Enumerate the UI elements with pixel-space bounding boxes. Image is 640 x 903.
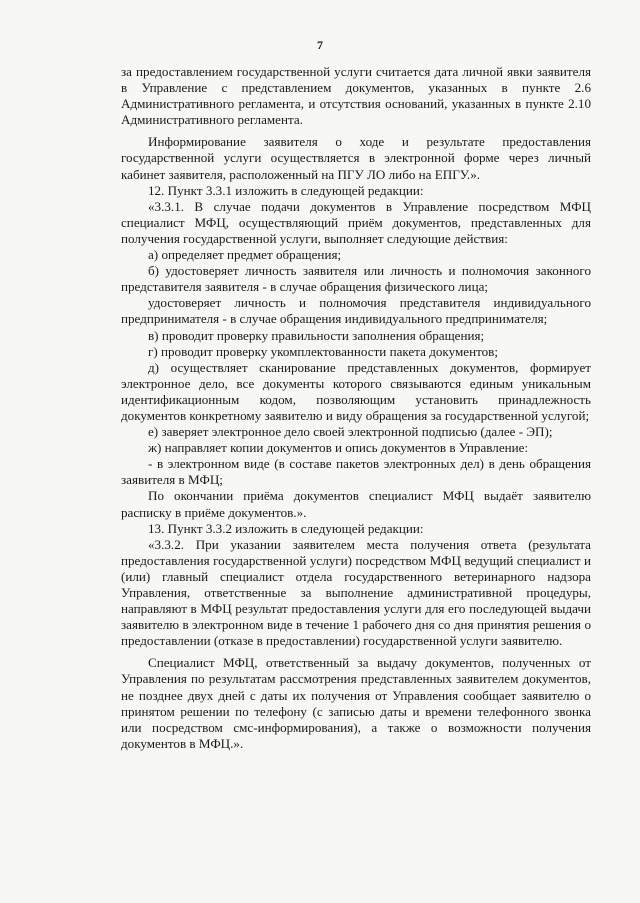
paragraph-informing: Информирование заявителя о ходе и результате предоставления государственной услуги осуществляется в электронной форме через личный кабинет заявителя, расположенный на ПГУ ЛО либо на ЕПГУ.». xyxy=(121,134,591,182)
paragraph-item-13: 13. Пункт 3.3.2 изложить в следующей редакции: xyxy=(148,520,424,536)
paragraph-mfc-specialist: Специалист МФЦ, ответственный за выдачу документов, полученных от Управления по результатам рассмотрения представленных заявителем документов, не позднее двух дней с даты их получения от Управления сообщает заявителю о принятом решении по телефону (с записью даты и времени телефонного звонка или посредством смс-информирования), а также о возможности получения документов в МФЦ.». xyxy=(121,655,591,751)
paragraph-item-12: 12. Пункт 3.3.1 изложить в следующей редакции: xyxy=(148,182,424,198)
paragraph-list-zh: ж) направляет копии документов и опись документов в Управление: xyxy=(148,440,529,456)
paragraph-receipt: По окончании приёма документов специалист МФЦ выдаёт заявителю расписку в приёме документов.». xyxy=(121,488,591,520)
paragraph-list-b: б) удостоверяет личность заявителя или личность и полномочия законного представителя заявителя - в случае обращения физического лица; xyxy=(121,263,591,295)
paragraph-3-3-2: «3.3.2. При указании заявителем места получения ответа (результата предоставления государственной услуги) посредством МФЦ ведущий специалист и (или) главный специалист отдела государственного ветеринарного надзора Управления, ответственные за выполнение административной процедуры, направляют в МФЦ результат предоставления услуги для его последующей выдачи заявителю в электронном виде в течение 1 рабочего дня со дня принятия решения о предоставлении (отказе в предоставлении) государственной услуги заявителю. xyxy=(121,536,591,649)
document-body xyxy=(121,64,591,752)
paragraph-electronic-form: - в электронном виде (в составе пакетов электронных дел) в день обращения заявителя в МФЦ; xyxy=(121,456,591,488)
paragraph-continuation: за предоставлением государственной услуги считается дата личной явки заявителя в Управление с представлением документов, указанных в пункте 2.6 Административного регламента, и отсутствия оснований, указанных в пункте 2.10 Административного регламента. xyxy=(121,64,591,128)
paragraph-list-d: д) осуществляет сканирование представленных документов, формирует электронное дело, все документы которого связываются единым уникальным идентификационным кодом, позволяющим установить принадлежность документов конкретному заявителю и виду обращения за государственной услугой; xyxy=(121,359,591,423)
paragraph-list-a: а) определяет предмет обращения; xyxy=(148,247,342,263)
paragraph-list-g: г) проводит проверку укомплектованности пакета документов; xyxy=(148,343,498,359)
paragraph-list-v: в) проводит проверку правильности заполнения обращения; xyxy=(148,327,485,343)
page-number: 7 xyxy=(317,38,323,52)
paragraph-3-3-1: «3.3.1. В случае подачи документов в Управление посредством МФЦ специалист МФЦ, осуществляющий приём документов, представленных для получения государственной услуги, выполняет следующие действия: xyxy=(121,198,591,246)
paragraph-list-b-entrepreneur: удостоверяет личность и полномочия представителя индивидуального предпринимателя - в случае обращения индивидуального предпринимателя; xyxy=(121,295,591,327)
paragraph-list-e: е) заверяет электронное дело своей электронной подписью (далее - ЭП); xyxy=(148,424,553,440)
